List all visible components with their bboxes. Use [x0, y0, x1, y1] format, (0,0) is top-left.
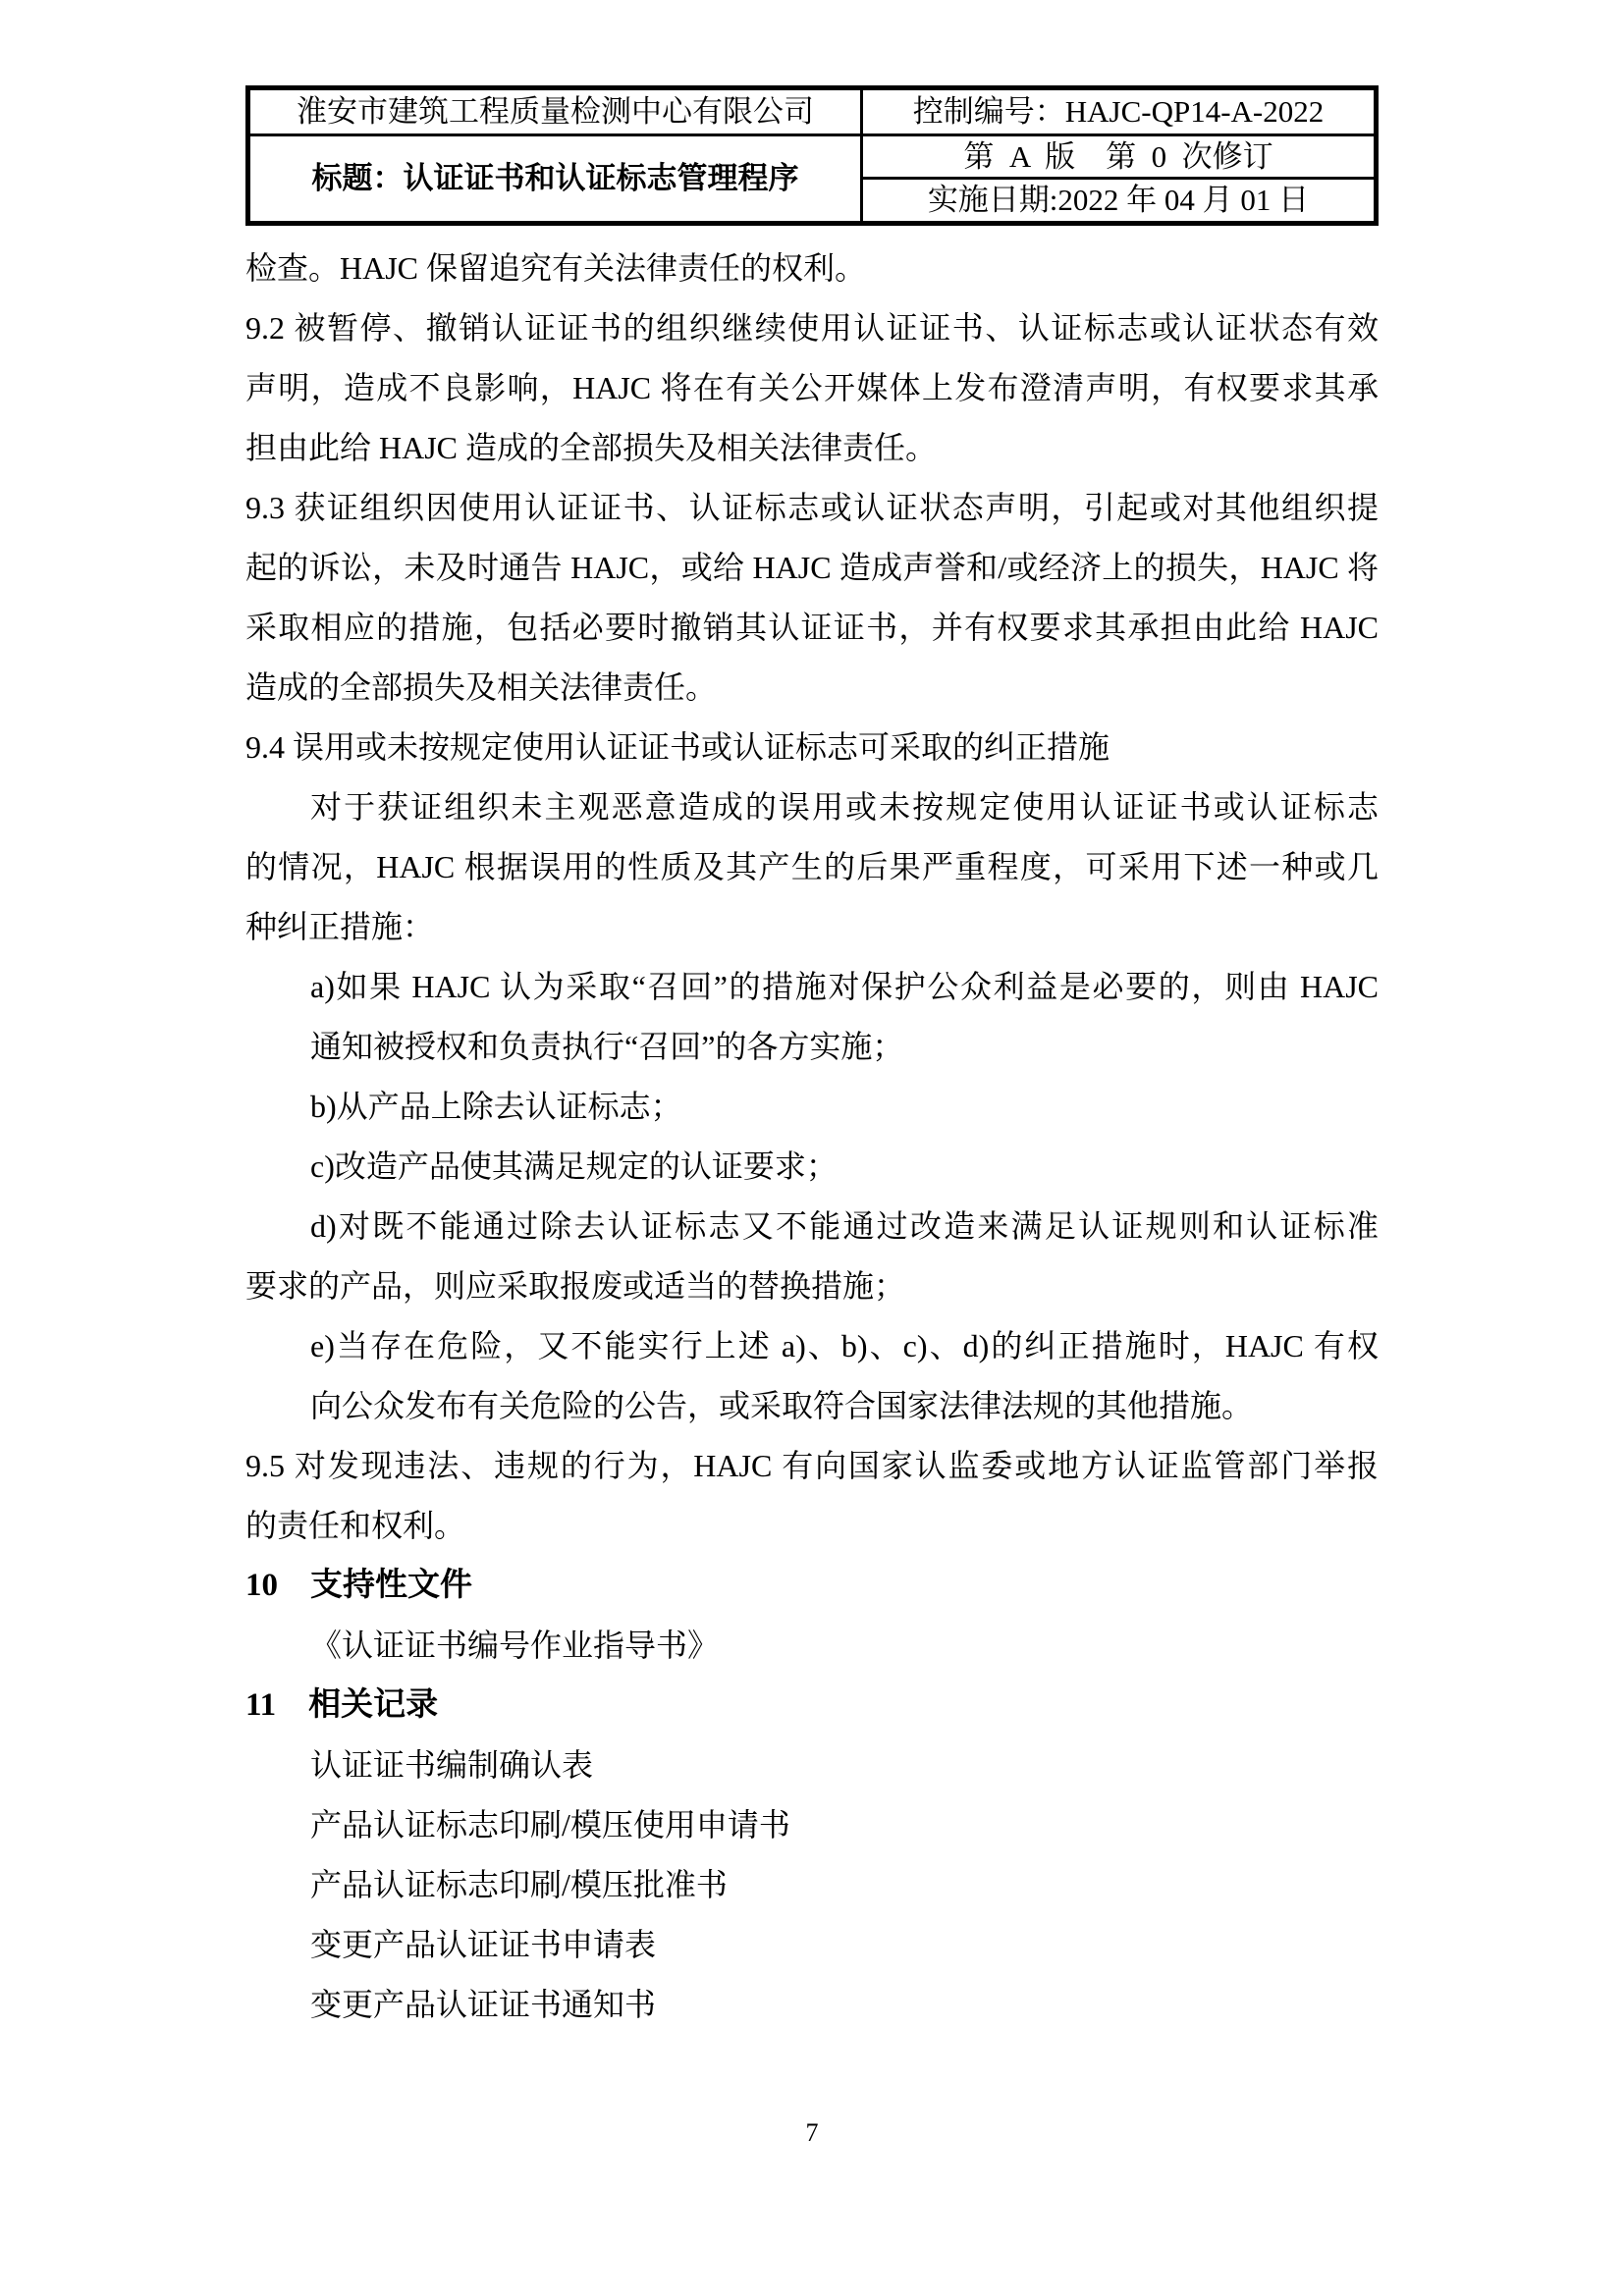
text-line: 造成的全部损失及相关法律责任。: [245, 669, 718, 705]
text-line: 种纠正措施：: [245, 909, 435, 944]
text-line: d)对既不能通过除去认证标志又不能通过改造来满足认证规则和认证标准: [310, 1208, 1379, 1244]
page-number: 7: [805, 2118, 819, 2147]
text-line: 《认证证书编号作业指导书》: [310, 1628, 720, 1663]
text-line: 产品认证标志印刷/模压批准书: [310, 1867, 728, 1902]
text-line: 的责任和权利。: [245, 1508, 466, 1543]
text-line: 9.3 获证组织因使用认证证书、认证标志或认证状态声明，引起或对其他组织提: [245, 490, 1379, 525]
text-line: 9.2 被暂停、撤销认证证书的组织继续使用认证证书、认证标志或认证状态有效: [245, 310, 1379, 346]
text-line: b)从产品上除去认证标志；: [310, 1089, 682, 1124]
text-line: e)当存在危险，又不能实行上述 a)、b)、c)、d)的纠正措施时，HAJC 有权: [310, 1328, 1379, 1363]
body-lines: [245, 239, 1379, 2035]
section-heading: 10 支持性文件: [245, 1568, 472, 1603]
control-number: 控制编号：HAJC-QP14-A-2022: [862, 88, 1377, 135]
text-line: 9.5 对发现违法、违规的行为，HAJC 有向国家认监委或地方认证监管部门举报: [245, 1448, 1379, 1483]
text-line: a)如果 HAJC 认为采取“召回”的措施对保护公众利益是必要的，则由 HAJC: [310, 969, 1379, 1004]
text-line: 声明，造成不良影响，HAJC 将在有关公开媒体上发布澄清声明，有权要求其承: [245, 370, 1379, 405]
text-line: 产品认证标志印刷/模压使用申请书: [310, 1807, 790, 1842]
text-line: 采取相应的措施，包括必要时撤销其认证证书，并有权要求其承担由此给 HAJC: [245, 610, 1379, 645]
section-heading: 11 相关记录: [245, 1687, 439, 1723]
text-line: 9.4 误用或未按规定使用认证证书或认证标志可采取的纠正措施: [245, 729, 1110, 765]
text-line: 变更产品认证证书申请表: [310, 1927, 657, 1962]
text-line: 通知被授权和负责执行“召回”的各方实施；: [310, 1029, 904, 1064]
text-line: 认证证书编制确认表: [310, 1747, 594, 1783]
text-line: 担由此给 HAJC 造成的全部损失及相关法律责任。: [245, 430, 938, 465]
document-title: 标题：认证证书和认证标志管理程序: [248, 135, 862, 224]
text-line: 检查。HAJC 保留追究有关法律责任的权利。: [245, 250, 867, 286]
text-line: 向公众发布有关危险的公告，或采取符合国家法律法规的其他措施。: [310, 1388, 1254, 1423]
header-table: [245, 85, 1379, 226]
text-line: 变更产品认证证书通知书: [310, 1987, 657, 2022]
text-line: 对于获证组织未主观恶意造成的误用或未按规定使用认证证书或认证标志: [310, 789, 1379, 825]
company-name: 淮安市建筑工程质量检测中心有限公司: [248, 88, 862, 135]
version-revision: 第 A 版 第 0 次修订: [862, 135, 1377, 179]
text-line: 起的诉讼，未及时通告 HAJC，或给 HAJC 造成声誉和/或经济上的损失，HAJC 将: [245, 550, 1379, 585]
text-line: 要求的产品，则应采取报废或适当的替换措施；: [245, 1268, 906, 1304]
text-line: 的情况，HAJC 根据误用的性质及其产生的后果严重程度，可采用下述一种或几: [245, 849, 1379, 884]
text-line: c)改造产品使其满足规定的认证要求；: [310, 1148, 838, 1184]
implementation-date: 实施日期:2022 年 04 月 01 日: [862, 179, 1377, 224]
